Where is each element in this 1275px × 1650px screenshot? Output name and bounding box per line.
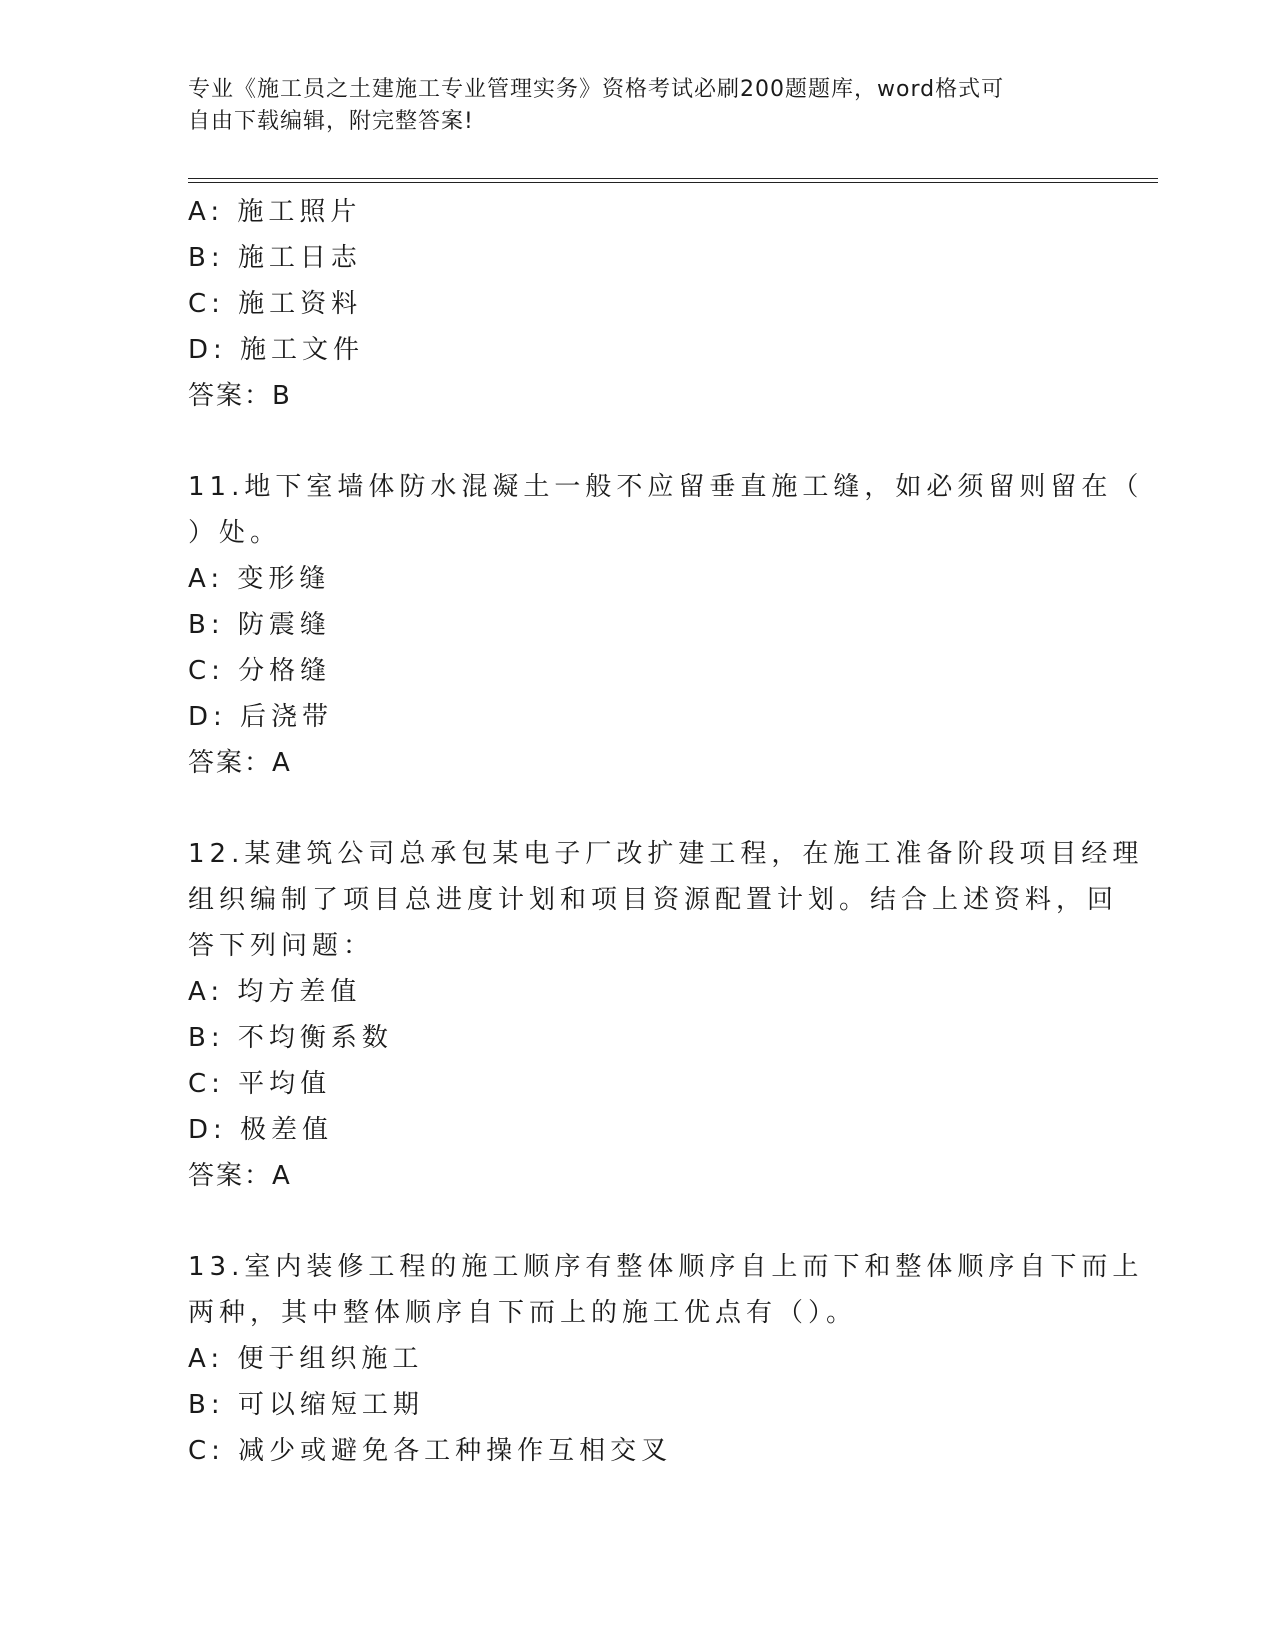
q12-option-c: C: 平均值	[188, 1069, 332, 1099]
q12-option-d: D: 极差值	[188, 1115, 334, 1145]
q13-option-a: A: 便于组织施工	[188, 1344, 424, 1374]
q11-option-b: B: 防震缝	[188, 610, 331, 640]
question-10-block	[188, 189, 1078, 419]
header-line-1: 专业《施工员之土建施工专业管理实务》资格考试必刷200题题库，word格式可	[188, 77, 1005, 102]
q11-option-d: D: 后浇带	[188, 702, 334, 732]
question-list	[188, 189, 1144, 1474]
q11-option-a: A: 变形缝	[188, 564, 331, 594]
q10-option-a: A: 施工照片	[188, 197, 362, 227]
q13-stem-line-1: 13.室内装修工程的施工顺序有整体顺序自上而下和整体顺序自下而上	[188, 1252, 1144, 1282]
q12-option-b: B: 不均衡系数	[188, 1023, 393, 1053]
q13-option-b: B: 可以缩短工期	[188, 1390, 424, 1420]
q12-answer: 答案：A	[188, 1161, 292, 1191]
header-line-2: 自由下载编辑，附完整答案!	[188, 109, 474, 134]
q12-stem-line-2: 组织编制了项目总进度计划和项目资源配置计划。结合上述资料，回	[188, 885, 1119, 915]
question-13-block	[188, 1244, 1144, 1474]
spacer	[188, 1199, 1078, 1244]
document-header	[188, 74, 1068, 138]
spacer	[188, 419, 1078, 464]
header-double-rule	[188, 178, 1158, 183]
question-12-block	[188, 831, 1144, 1199]
q10-option-b: B: 施工日志	[188, 243, 362, 273]
q12-option-a: A: 均方差值	[188, 977, 362, 1007]
q10-option-c: C: 施工资料	[188, 289, 363, 319]
q11-option-c: C: 分格缝	[188, 656, 332, 686]
q10-answer: 答案：B	[188, 381, 292, 411]
spacer	[188, 786, 1078, 831]
q13-stem-line-2: 两种，其中整体顺序自下而上的施工优点有（）。	[188, 1298, 858, 1328]
q12-stem-line-1: 12.某建筑公司总承包某电子厂改扩建工程，在施工准备阶段项目经理	[188, 839, 1144, 869]
q11-answer: 答案：A	[188, 748, 292, 778]
question-11-block	[188, 464, 1144, 786]
q11-stem-line-2: ）处。	[188, 518, 282, 548]
q10-option-d: D: 施工文件	[188, 335, 365, 365]
q11-stem-line-1: 11.地下室墙体防水混凝土一般不应留垂直施工缝，如必须留则留在（	[188, 472, 1144, 502]
q12-stem-line-3: 答下列问题：	[188, 931, 375, 961]
q13-option-c: C: 减少或避免各工种操作互相交叉	[188, 1436, 673, 1466]
